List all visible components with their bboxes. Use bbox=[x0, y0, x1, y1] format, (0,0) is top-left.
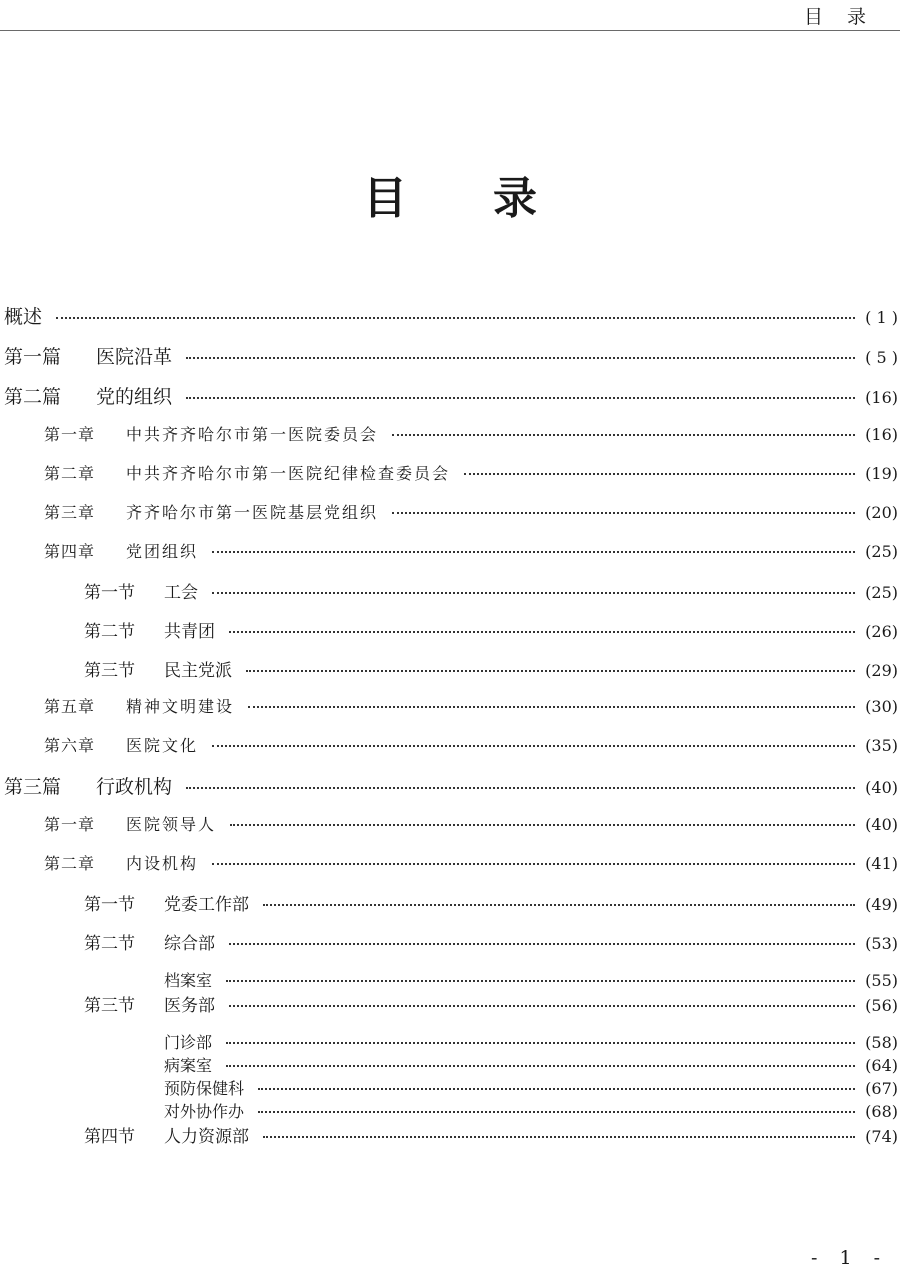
dot-leader bbox=[229, 631, 855, 633]
toc-entry-label bbox=[84, 578, 198, 603]
toc-entry-title: 齐齐哈尔市第一医院基层党组织 bbox=[126, 503, 379, 522]
dot-leader bbox=[56, 317, 855, 319]
dot-leader bbox=[212, 592, 855, 594]
toc-entry-label bbox=[84, 890, 249, 915]
toc-entry[interactable] bbox=[0, 302, 900, 342]
toc-entry-page: (25) bbox=[865, 583, 898, 602]
dot-leader bbox=[212, 551, 855, 553]
toc-entry[interactable] bbox=[0, 968, 900, 991]
toc-entry[interactable] bbox=[0, 422, 900, 461]
toc-entry-label bbox=[4, 772, 172, 799]
toc-entry-title: 医务部 bbox=[164, 995, 215, 1016]
toc-entry-prefix: 第三节 bbox=[84, 995, 135, 1016]
toc-entry[interactable] bbox=[0, 656, 900, 695]
toc-entry[interactable] bbox=[0, 772, 900, 812]
toc-entry-label bbox=[164, 1053, 212, 1076]
dot-leader bbox=[229, 943, 855, 945]
toc-entry-label bbox=[164, 1030, 212, 1053]
page-title: 目录 bbox=[363, 173, 623, 224]
toc-entry-label bbox=[44, 733, 198, 756]
toc-entry-page: (40) bbox=[865, 815, 898, 835]
toc-entry[interactable] bbox=[0, 1030, 900, 1053]
toc-entry-label bbox=[84, 929, 215, 954]
toc-entry-label bbox=[84, 1122, 249, 1147]
toc-entry-prefix: 第六章 bbox=[44, 736, 96, 756]
toc-entry-label bbox=[84, 991, 215, 1016]
toc-entry-title: 工会 bbox=[164, 583, 198, 603]
toc-entry-label bbox=[44, 461, 450, 484]
toc-entry[interactable] bbox=[0, 539, 900, 578]
toc-entry-label bbox=[44, 812, 216, 835]
toc-entry-prefix: 第三篇 bbox=[4, 776, 62, 799]
toc-entry-label bbox=[44, 539, 198, 562]
toc-entry-title: 概述 bbox=[4, 306, 43, 328]
toc-entry[interactable] bbox=[0, 500, 900, 539]
toc-entry-page: (19) bbox=[865, 464, 898, 483]
toc-entry-prefix: 第二篇 bbox=[4, 386, 62, 408]
toc-entry-title: 共青团 bbox=[164, 621, 215, 642]
toc-entry[interactable] bbox=[0, 342, 900, 382]
toc-entry-page: (16) bbox=[865, 425, 898, 444]
dot-leader bbox=[186, 787, 855, 789]
dot-leader bbox=[212, 745, 855, 747]
toc-entry-title: 中共齐齐哈尔市第一医院委员会 bbox=[126, 425, 379, 444]
toc-entry-title: 中共齐齐哈尔市第一医院纪律检查委员会 bbox=[126, 464, 451, 483]
dot-leader bbox=[263, 904, 855, 906]
toc-entry-title: 档案室 bbox=[164, 970, 213, 990]
toc-entry-label bbox=[4, 342, 172, 369]
toc-entry-prefix: 第四章 bbox=[44, 542, 96, 561]
toc-entry-page: (58) bbox=[865, 1032, 898, 1052]
toc-entry-page: (20) bbox=[865, 503, 898, 522]
toc-entry-prefix: 第一节 bbox=[84, 895, 135, 916]
toc-entry-label bbox=[4, 382, 172, 409]
toc-entry-page: (64) bbox=[865, 1055, 898, 1075]
toc-entry[interactable] bbox=[0, 851, 900, 890]
toc-entry-title: 门诊部 bbox=[164, 1032, 213, 1052]
toc-entry-prefix: 第三节 bbox=[84, 660, 135, 681]
toc-entry-prefix: 第一节 bbox=[84, 583, 135, 603]
toc-entry-prefix: 第三章 bbox=[44, 503, 96, 522]
toc-entry-label bbox=[44, 422, 378, 445]
toc-entry-page: (56) bbox=[865, 995, 898, 1015]
toc-entry[interactable] bbox=[0, 890, 900, 929]
toc-entry[interactable] bbox=[0, 578, 900, 617]
toc-entry[interactable] bbox=[0, 461, 900, 500]
toc-entry-page: (30) bbox=[865, 697, 898, 717]
dot-leader bbox=[246, 670, 855, 672]
toc-entry-page: (55) bbox=[865, 970, 898, 990]
toc-entry-page: ( 5 ) bbox=[865, 348, 898, 367]
toc-entry-prefix: 第一篇 bbox=[4, 346, 62, 368]
toc-entry-prefix: 第二节 bbox=[84, 934, 135, 955]
toc-entry-title: 医院领导人 bbox=[126, 815, 217, 835]
table-of-contents bbox=[0, 302, 900, 1161]
dot-leader bbox=[392, 434, 855, 436]
dot-leader bbox=[263, 1136, 855, 1138]
toc-entry-prefix: 第二章 bbox=[44, 854, 96, 874]
dot-leader bbox=[248, 706, 855, 708]
toc-entry-title: 预防保健科 bbox=[164, 1078, 245, 1098]
dot-leader bbox=[226, 1065, 855, 1067]
toc-entry-page: (67) bbox=[865, 1078, 898, 1098]
toc-entry-prefix: 第四节 bbox=[84, 1126, 135, 1147]
dot-leader bbox=[392, 512, 855, 514]
toc-entry-label bbox=[164, 1099, 244, 1122]
toc-entry-label bbox=[84, 617, 215, 642]
toc-entry[interactable] bbox=[0, 1076, 900, 1099]
toc-entry[interactable] bbox=[0, 617, 900, 656]
toc-entry-label bbox=[164, 1076, 244, 1099]
toc-entry-title: 对外协作办 bbox=[164, 1101, 245, 1121]
dot-leader bbox=[212, 863, 855, 865]
toc-entry-label bbox=[44, 500, 378, 523]
toc-entry-title: 民主党派 bbox=[164, 660, 232, 681]
toc-entry-page: (26) bbox=[865, 621, 898, 641]
toc-entry-page: (53) bbox=[865, 934, 898, 954]
toc-entry-label bbox=[84, 656, 232, 681]
toc-entry-title: 病案室 bbox=[164, 1055, 213, 1075]
toc-entry-page: (25) bbox=[865, 542, 898, 561]
dot-leader bbox=[226, 980, 855, 982]
toc-entry-page: (41) bbox=[865, 854, 898, 874]
toc-entry-page: (49) bbox=[865, 895, 898, 915]
toc-entry-title: 医院沿革 bbox=[96, 346, 173, 368]
toc-entry-prefix: 第二节 bbox=[84, 621, 135, 642]
toc-entry-title: 党团组织 bbox=[126, 542, 199, 561]
toc-entry[interactable] bbox=[0, 1053, 900, 1076]
toc-entry[interactable] bbox=[0, 812, 900, 851]
dot-leader bbox=[186, 397, 855, 399]
toc-entry-page: (16) bbox=[865, 388, 898, 407]
toc-entry[interactable] bbox=[0, 382, 900, 422]
toc-entry-title: 医院文化 bbox=[126, 736, 199, 756]
running-header: 目录 bbox=[803, 6, 890, 28]
toc-entry[interactable] bbox=[0, 1122, 900, 1161]
toc-entry-title: 行政机构 bbox=[96, 776, 173, 799]
toc-entry[interactable] bbox=[0, 991, 900, 1030]
header-rule bbox=[0, 30, 900, 31]
toc-entry-label bbox=[164, 968, 212, 991]
toc-entry-page: (68) bbox=[865, 1101, 898, 1121]
toc-entry[interactable] bbox=[0, 929, 900, 968]
toc-entry-label bbox=[44, 851, 198, 874]
toc-entry-prefix: 第一章 bbox=[44, 815, 96, 835]
toc-entry[interactable] bbox=[0, 694, 900, 733]
toc-entry-page: (35) bbox=[865, 736, 898, 756]
toc-entry-title: 综合部 bbox=[164, 934, 215, 955]
toc-entry-prefix: 第二章 bbox=[44, 464, 96, 483]
dot-leader bbox=[230, 824, 855, 826]
toc-entry-prefix: 第五章 bbox=[44, 697, 96, 717]
toc-entry-title: 精神文明建设 bbox=[126, 697, 235, 717]
toc-entry-page: ( 1 ) bbox=[865, 308, 898, 327]
toc-entry-title: 党委工作部 bbox=[164, 895, 249, 916]
dot-leader bbox=[226, 1042, 855, 1044]
dot-leader bbox=[258, 1111, 855, 1113]
dot-leader bbox=[186, 357, 855, 359]
toc-entry-prefix: 第一章 bbox=[44, 425, 96, 444]
toc-entry-title: 内设机构 bbox=[126, 854, 199, 874]
dot-leader bbox=[229, 1005, 855, 1007]
toc-entry-title: 党的组织 bbox=[96, 386, 173, 408]
toc-entry-title: 人力资源部 bbox=[164, 1126, 249, 1147]
toc-entry-label bbox=[4, 302, 42, 329]
dot-leader bbox=[464, 473, 855, 475]
toc-entry-page: (74) bbox=[865, 1126, 898, 1146]
toc-entry-page: (40) bbox=[865, 778, 898, 798]
toc-entry-label bbox=[44, 694, 234, 717]
toc-entry[interactable] bbox=[0, 733, 900, 772]
dot-leader bbox=[258, 1088, 855, 1090]
toc-entry-page: (29) bbox=[865, 660, 898, 680]
toc-entry[interactable] bbox=[0, 1099, 900, 1122]
page-number: - 1 - bbox=[810, 1247, 888, 1269]
